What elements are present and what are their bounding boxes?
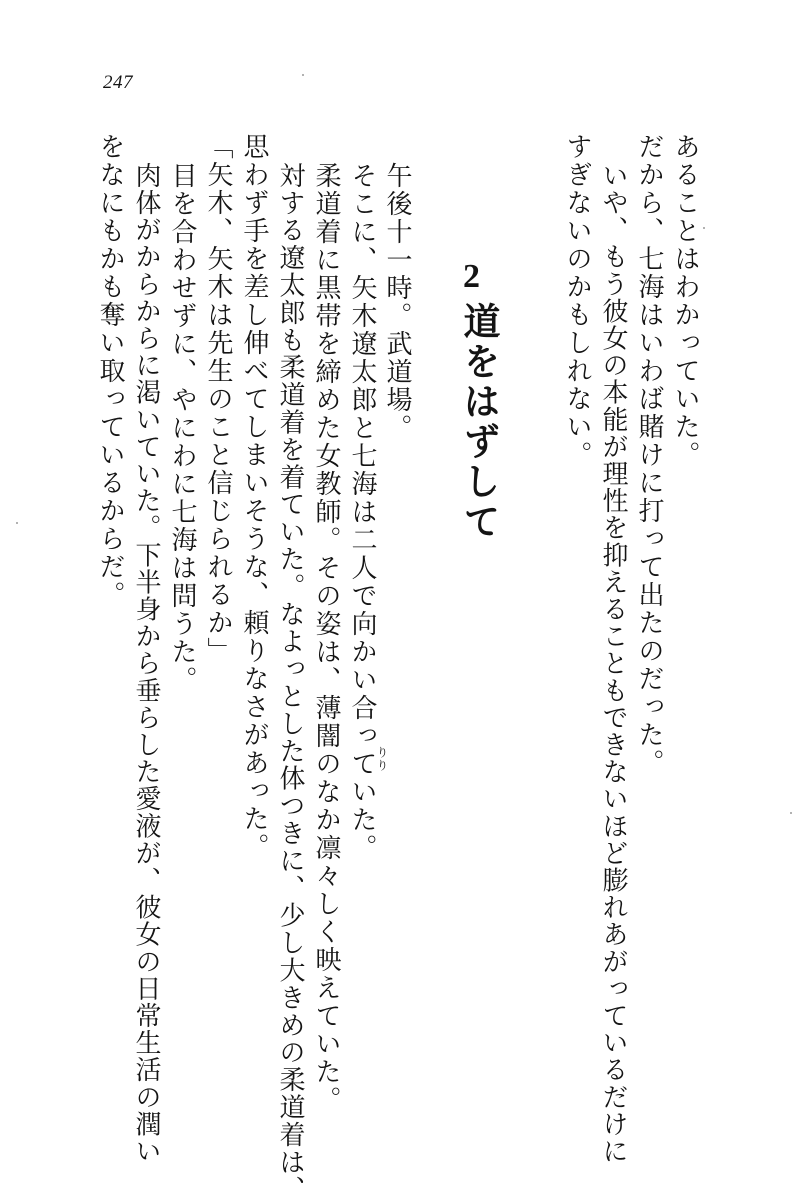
scan-speck xyxy=(790,812,792,814)
text-column: すぎないのかもしれない。 xyxy=(562,133,592,469)
furigana: りり xyxy=(375,746,389,772)
text-column: 対する遼太郎も柔道着を着ていた。なよっとした体つきに、少し大きめの柔道着は、 xyxy=(275,162,305,1203)
text-column: 午後十一時。武道場。 xyxy=(382,162,412,442)
text-column: だから、七海はいわば賭けに打って出たのだった。 xyxy=(634,133,664,777)
scan-speck xyxy=(16,522,18,524)
text-column: 思わず手を差し伸べてしまいそうな、頼りなさがあった。 xyxy=(239,133,269,861)
scan-speck xyxy=(703,227,705,229)
text-column: あることはわかっていた。 xyxy=(670,133,700,469)
text-column: 「矢木、矢木は先生のこと信じられるか」 xyxy=(203,133,233,665)
scan-speck xyxy=(302,74,304,76)
text-column: 肉体がからからに渇いていた。下半身から垂らした愛液が、彼女の日常生活の潤い xyxy=(131,162,161,1165)
text-column: 目を合わせずに、やにわに七海は問うた。 xyxy=(167,162,197,694)
section-number: 2 xyxy=(463,258,480,295)
text-column: いや、もう彼女の本能が理性を抑えることもできないほど膨れあがっているだけに xyxy=(598,162,628,1165)
text-column: をなにもかも奪い取っているからだ。 xyxy=(95,133,125,609)
text-column: 柔道着に黒帯を締めた女教師。その姿は、薄闇のなか凛々しく映えていた。 xyxy=(311,162,341,1114)
section-title: 道をはずして xyxy=(457,302,500,542)
page-number: 247 xyxy=(103,72,133,93)
text-column: そこに、矢木遼太郎と七海は二人で向かい合っていた。 xyxy=(347,162,377,862)
